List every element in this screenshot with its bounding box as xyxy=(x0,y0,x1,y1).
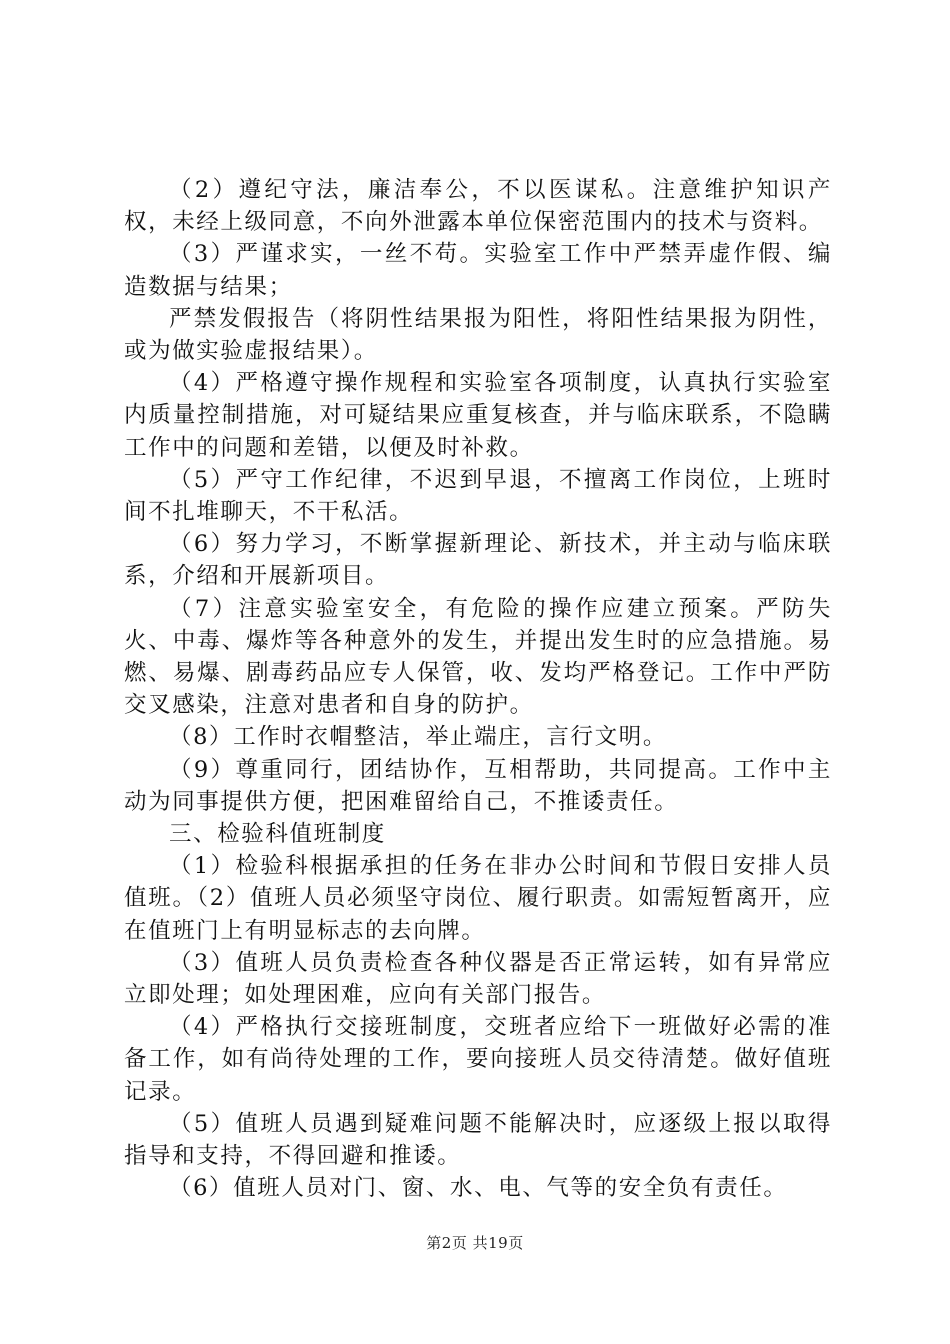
paragraph-ethics-4: （4）严格遵守操作规程和实验室各项制度，认真执行实验室内质量控制措施，对可疑结果应重复核查，并与临床联系，不隐瞒工作中的问题和差错，以便及时补救。 xyxy=(124,370,832,461)
paragraph-ethics-8: （8）工作时衣帽整洁，举止端庄，言行文明。 xyxy=(169,724,667,751)
paragraph-duty-3: （3）值班人员负责检查各种仪器是否正常运转，如有异常应立即处理；如处理困难，应向有关部门报告。 xyxy=(124,949,832,1009)
paragraph-duty-1-2: （1）检验科根据承担的任务在非办公时间和节假日安排人员值班。（2）值班人员必须坚守岗位、履行职责。如需短暂离开，应在值班门上有明显标志的去向牌。 xyxy=(124,853,832,944)
document-body xyxy=(124,174,832,1205)
page-number-footer: 第2页 共19页 xyxy=(426,1234,524,1252)
paragraph-ethics-7: （7）注意实验室安全，有危险的操作应建立预案。严防失火、中毒、爆炸等各种意外的发生，并提出发生时的应急措施。易燃、易爆、剧毒药品应专人保管，收、发均严格登记。工作中严防交叉感染，注意对患者和自身的防护。 xyxy=(124,595,832,719)
section-heading-duty-system: 三、检验科值班制度 xyxy=(169,821,386,848)
paragraph-duty-6: （6）值班人员对门、窗、水、电、气等的安全负有责任。 xyxy=(169,1175,788,1202)
paragraph-ethics-3-cont: 严禁发假报告（将阴性结果报为阳性，将阳性结果报为阴性，或为做实验虚报结果）。 xyxy=(124,305,832,365)
paragraph-duty-4: （4）严格执行交接班制度，交班者应给下一班做好必需的准备工作，如有尚待处理的工作，要向接班人员交待清楚。做好值班记录。 xyxy=(124,1014,832,1105)
paragraph-ethics-5: （5）严守工作纪律，不迟到早退，不擅离工作岗位，上班时间不扎堆聊天，不干私活。 xyxy=(124,466,832,526)
paragraph-ethics-6: （6）努力学习，不断掌握新理论、新技术，并主动与临床联系，介绍和开展新项目。 xyxy=(124,531,832,590)
paragraph-ethics-9: （9）尊重同行，团结协作，互相帮助，共同提高。工作中主动为同事提供方便，把困难留给自己，不推诿责任。 xyxy=(124,756,832,815)
paragraph-ethics-3: （3）严谨求实，一丝不苟。实验室工作中严禁弄虚作假、编造数据与结果； xyxy=(124,241,832,300)
paragraph-ethics-2: （2）遵纪守法，廉洁奉公，不以医谋私。注意维护知识产权，未经上级同意，不向外泄露本单位保密范围内的技术与资料。 xyxy=(124,177,832,236)
paragraph-duty-5: （5）值班人员遇到疑难问题不能解决时，应逐级上报以取得指导和支持，不得回避和推诿。 xyxy=(124,1110,832,1170)
